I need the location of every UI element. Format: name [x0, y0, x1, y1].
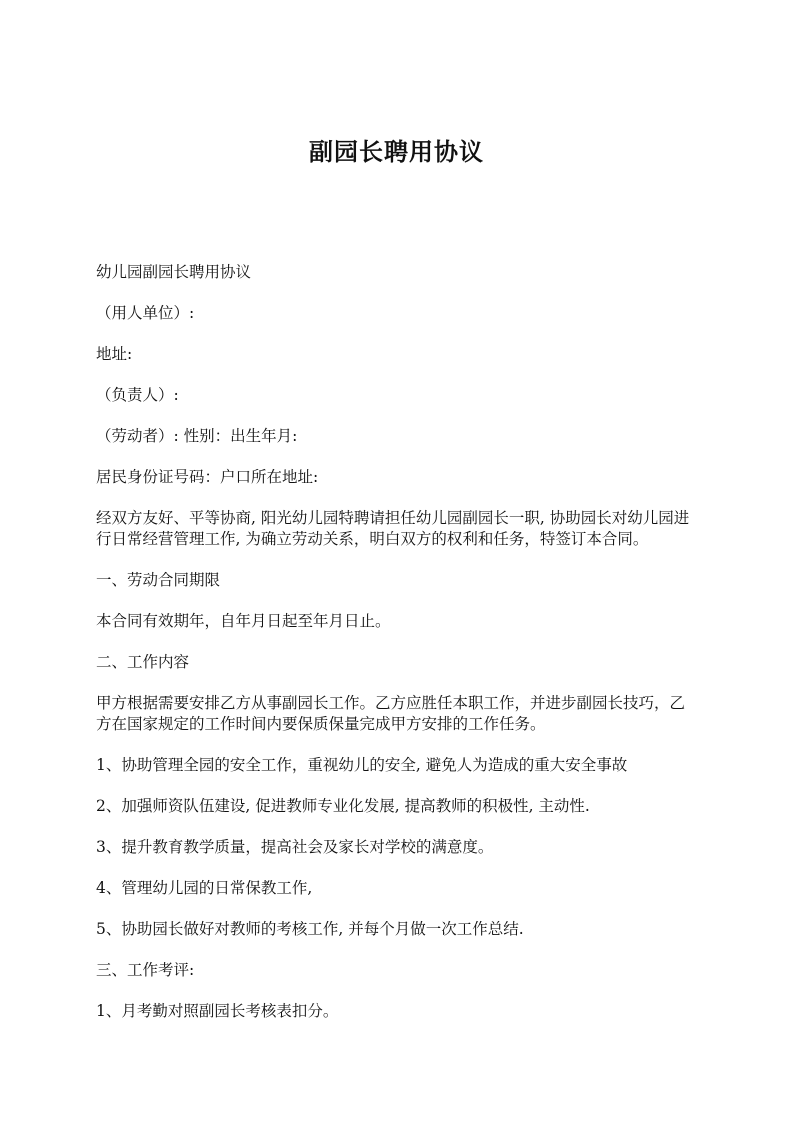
list-item-1: 1、协助管理全园的安全工作，重视幼儿的安全, 避免人为造成的重大安全事故	[96, 756, 628, 774]
document-body	[96, 262, 696, 1042]
list-item-2: 2、加强师资队伍建设, 促进教师专业化发展, 提高教师的积极性, 主动性.	[96, 797, 590, 815]
paragraph-intro: 经双方友好、平等协商, 阳光幼儿园特聘请担任幼儿园副园长一职, 协助园长对幼儿园进行日常经营管理工作, 为确立劳动关系，明白双方的权利和任务，特签订本合同。	[96, 509, 690, 548]
section-heading-term: 一、劳动合同期限	[96, 571, 221, 589]
paragraph-heading: 幼儿园副园长聘用协议	[96, 263, 252, 281]
section-heading-evaluation: 三、工作考评:	[96, 961, 195, 979]
evaluation-item-1: 1、月考勤对照副园长考核表扣分。	[96, 1002, 339, 1020]
paragraph-id-number: 居民身份证号码：户口所在地址:	[96, 468, 319, 486]
paragraph-responsible-person: （负责人）:	[96, 386, 179, 404]
section-heading-work-content: 二、工作内容	[96, 653, 190, 671]
list-item-4: 4、管理幼儿园的日常保教工作,	[96, 879, 313, 897]
list-item-5: 5、协助园长做好对教师的考核工作, 并每个月做一次工作总结.	[96, 920, 524, 938]
paragraph-worker: （劳动者）: 性别：出生年月:	[96, 427, 298, 445]
paragraph-term: 本合同有效期年，自年月日起至年月日止。	[96, 612, 391, 630]
paragraph-employer: （用人单位）:	[96, 304, 195, 322]
paragraph-address: 地址:	[96, 345, 133, 363]
list-item-3: 3、提升教育教学质量，提高社会及家长对学校的满意度。	[96, 838, 494, 856]
paragraph-work-content: 甲方根据需要安排乙方从事副园长工作。乙方应胜任本职工作，并进步副园长技巧，乙方在国家规定的工作时间内要保质保量完成甲方安排的工作任务。	[96, 694, 686, 733]
document-title: 副园长聘用协议	[309, 138, 484, 166]
